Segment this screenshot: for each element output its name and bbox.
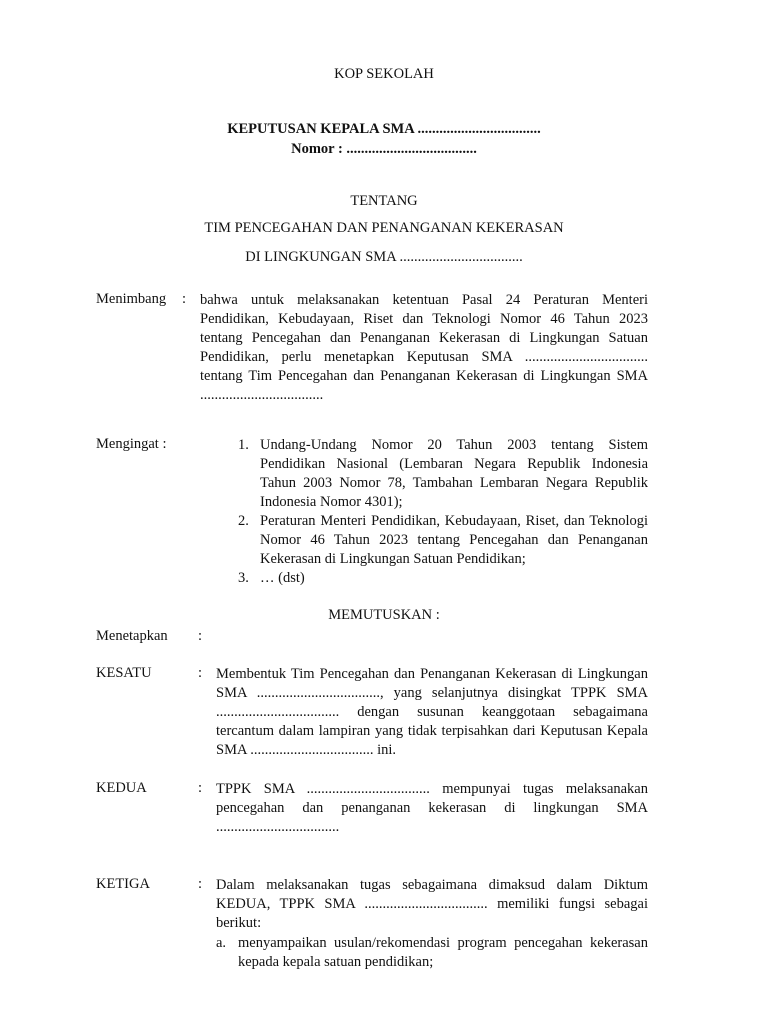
mengingat-label: Mengingat : (96, 436, 167, 452)
kesatu-label: KESATU (96, 665, 152, 681)
ketiga-label: KETIGA (96, 876, 150, 892)
menetapkan-label: Menetapkan (96, 628, 168, 644)
list-text: menyampaikan usulan/rekomendasi program pencegahan kekerasan kepada kepala satuan pendidikan; (238, 935, 648, 970)
ketiga-list (216, 934, 648, 972)
tentang-line-1: TIM PENCEGAHAN DAN PENANGANAN KEKERASAN (204, 220, 564, 236)
memutuskan-heading: MEMUTUSKAN : (328, 607, 440, 623)
ketiga-colon: : (198, 876, 203, 892)
tentang-line-2: DI LINGKUNGAN SMA .................................. (245, 249, 523, 265)
list-number: 1. (238, 437, 249, 453)
kop-sekolah: KOP SEKOLAH (334, 66, 434, 82)
list-item (216, 934, 648, 972)
kedua-text: TPPK SMA .................................. mempunyai tugas melaksanakan pencegahan dan penanganan kekerasan di lingkungan SMA .................................. (216, 781, 648, 835)
tentang-label: TENTANG (350, 193, 418, 209)
list-number: 2. (238, 513, 249, 529)
menimbang-colon: : (182, 291, 187, 307)
list-number: a. (216, 935, 227, 951)
kesatu-colon: : (198, 665, 203, 681)
menetapkan-colon: : (198, 628, 203, 644)
list-text: Undang-Undang Nomor 20 Tahun 2003 tentang Sistem Pendidikan Nasional (Lembaran Negara Republik Indonesia Tahun 2003 Nomor 78, Tambahan Lembaran Negara Republik Indonesia Nomor 4301); (260, 437, 648, 510)
ketiga-text: Dalam melaksanakan tugas sebagaimana dimaksud dalam Diktum KEDUA, TPPK SMA .................................. memiliki fungsi sebagai berikut: (216, 877, 648, 931)
list-text: Peraturan Menteri Pendidikan, Kebudayaan, Riset, dan Teknologi Nomor 46 Tahun 2023 tentang Pencegahan dan Penanganan Kekerasan di Lingkungan Satuan Pendidikan; (260, 513, 648, 567)
kedua-label: KEDUA (96, 780, 147, 796)
kedua-colon: : (198, 780, 203, 796)
list-item (238, 436, 648, 512)
mengingat-list (238, 436, 648, 588)
kesatu-text: Membentuk Tim Pencegahan dan Penanganan Kekerasan di Lingkungan SMA .................................., yang selanjutnya disingkat TPPK SMA .................................. dengan susunan keanggotaan sebagaimana tercantum dalam lampiran yang tidak terpisahkan dari Keputusan Kepala SMA .................................. ini. (216, 666, 648, 758)
list-number: 3. (238, 570, 249, 586)
nomor-line: Nomor : .................................... (291, 141, 477, 157)
list-text: … (dst) (260, 570, 305, 586)
menimbang-text: bahwa untuk melaksanakan ketentuan Pasal 24 Peraturan Menteri Pendidikan, Kebudayaan, Riset dan Teknologi Nomor 46 Tahun 2023 tentang Pencegahan dan Penanganan Kekerasan di Lingkungan Satuan Pendidikan, perlu menetapkan Keputusan SMA .................................. tentang Tim Pencegahan dan Penanganan Kekerasan di Lingkungan SMA .................................. (200, 292, 648, 403)
list-item (238, 569, 648, 588)
list-item (238, 512, 648, 569)
menimbang-label: Menimbang (96, 291, 167, 307)
keputusan-title: KEPUTUSAN KEPALA SMA .................................. (227, 121, 541, 137)
